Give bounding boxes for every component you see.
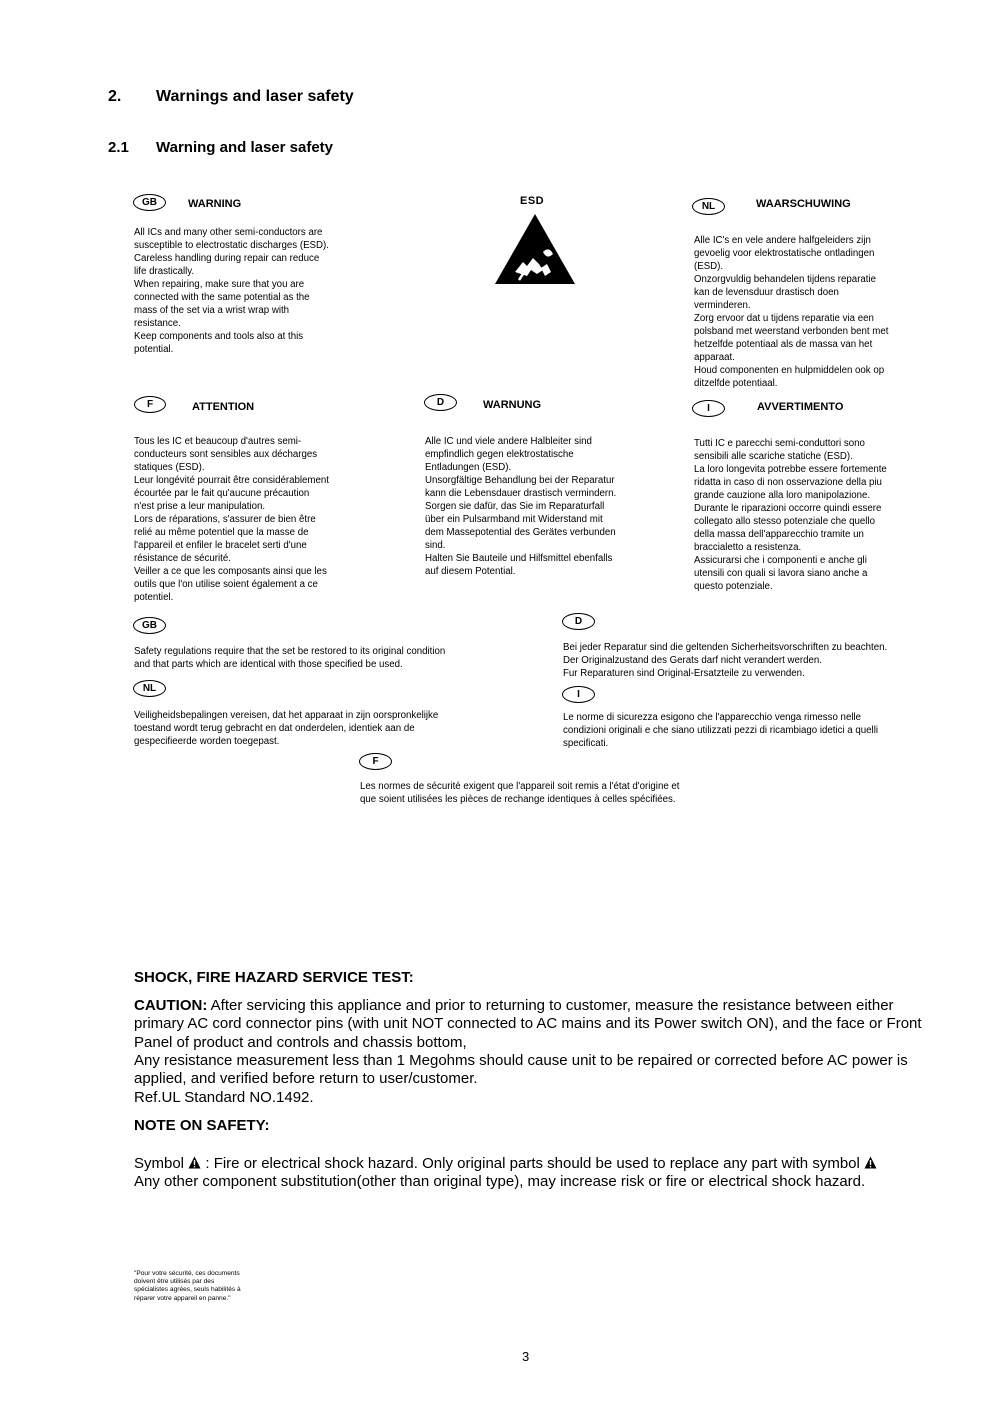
shock-resistance-text: Any resistance measurement less than 1 Megohms should cause unit to be repaired or corrected before AC power is applied, and verified before return to user/customer. [134, 1052, 908, 1088]
warning-text-gb: All ICs and many other semi-conductors are susceptible to electrostatic discharges (ESD). Careless handling during repair can reduce life drastically. When repairing, make sure that you are connected with the same potential as the mass of the set via a wrist wrap with resistance. Keep components and tools also at this potential. [134, 227, 329, 355]
warning-text-nl: Alle IC's en vele andere halfgeleiders zijn gevoelig voor elektrostatische ontladingen (ESD). Onzorgvuldig behandelen tijdens reparatie kan de levensduur drastisch doen verminderen. Zorg ervoor dat u tijdens reparatie via een polsband met weerstand verbonden bent met hetzelfde potentiaal als de massa van het apparaat. Houd componenten en hulpmiddelen ook op ditzelfde potentiaal. [694, 235, 889, 389]
safety-text-i: Le norme di sicurezza esigono che l'apparecchio venga rimesso nelle condizioni originali e che siano utilizzati pezzi di ricambiago idetici a quelli specificati. [563, 712, 879, 749]
note-substitution-text: Any other component substitution(other than original type), may increase risk or fire or electrical shock hazard. [134, 1173, 866, 1190]
safety-text-nl: Veiligheidsbepalingen vereisen, dat het apparaat in zijn oorspronkelijke toestand wordt terug gebracht en dat onderdelen, identiek aan de gespecifieerde worden toegepast. [134, 710, 439, 747]
caution-text: After servicing this appliance and prior to returning to customer, measure the resistance between either primary AC cord connector pins (with unit NOT connected to AC mains and its Power switch ON), and the face or Front Panel of product and controls and chassis bottom, [134, 997, 922, 1051]
note-symbol-line [134, 1155, 964, 1173]
section-title: Warnings and laser safety [156, 88, 354, 105]
warning-text-f: Tous les IC et beaucoup d'autres semi- conducteurs sont sensibles aux décharges statiques (ESD). Leur longévité pourrait être considérablement écourtée par le fait qu'aucune précaution n'est prise a leur manipulation. Lors de réparations, s'assurer de bien être relié au même potentiel que la masse de l'appareil et enfiler le bracelet serti d'une résistance de sécurité. Veiller a ce que les composants ainsi que les outils que l'on utilise soient également a ce potentiel. [134, 436, 329, 603]
shock-caution [134, 997, 934, 1052]
subsection-number: 2.1 [108, 139, 129, 156]
lang-badge-f: F [134, 396, 166, 413]
hazard-warning-icon [188, 1156, 201, 1169]
lang-badge-d: D [424, 394, 457, 411]
warning-title-d: WARNUNG [483, 399, 542, 411]
esd-warning-icon [493, 212, 577, 286]
safety-badge-i: I [562, 686, 595, 703]
safety-badge-gb: GB [133, 617, 166, 634]
warning-title-f: ATTENTION [192, 401, 255, 413]
shock-title: SHOCK, FIRE HAZARD SERVICE TEST: [134, 969, 414, 986]
note-title: NOTE ON SAFETY: [134, 1117, 270, 1134]
esd-label: ESD [520, 195, 545, 207]
shock-reference: Ref.UL Standard NO.1492. [134, 1089, 314, 1106]
safety-badge-d: D [562, 613, 595, 630]
note-symbol-prefix: Symbol [134, 1155, 189, 1172]
warning-title-gb: WARNING [188, 198, 242, 210]
safety-badge-nl: NL [133, 680, 166, 697]
safety-text-d: Bei jeder Reparatur sind die geltenden Sicherheitsvorschriften zu beachten. Der Originalzustand des Gerats darf nicht verandert werden. Fur Reparaturen sind Original-Ersatzteile zu verwenden. [563, 642, 888, 679]
page-number: 3 [522, 1349, 530, 1364]
warning-text-i: Tutti IC e parecchi semi-conduttori sono sensibili alle scariche statiche (ESD). La loro longevita potrebbe essere fortemente ridatta in caso di non osservazione della piu grande cauzione alla loro manipolazione. Durante le riparazioni occorre quindi essere collegato allo stesso potenziale che quello della massa dell'apparecchio tramite un braccialetto a resistenza. Assicurarsi che i componenti e anche gli utensili con quali si lavora siano anche a questo potenziale. [694, 438, 887, 592]
subsection-title: Warning and laser safety [156, 139, 333, 156]
safety-badge-f: F [359, 753, 392, 770]
footnote: "Pour votre sécurité, ces documents doivent être utilisés par des spécialistes agrées, seuls habilités à réparer votre appareil en panne." [134, 1270, 241, 1302]
lang-badge-i: I [692, 400, 725, 417]
hazard-warning-icon [864, 1156, 877, 1169]
note-symbol-text: : Fire or electrical shock hazard. Only original parts should be used to replace any part with symbol [201, 1155, 864, 1172]
safety-text-f: Les normes de sécurité exigent que l'appareil soit remis a l'état d'origine et que soient utilisées les pièces de rechange identiques à celles spécifiées. [360, 781, 680, 805]
section-number: 2. [108, 88, 122, 105]
lang-badge-gb: GB [133, 194, 166, 211]
caution-label: CAUTION: [134, 997, 208, 1014]
safety-text-gb: Safety regulations require that the set be restored to its original condition and that parts which are identical with those specified be used. [134, 646, 446, 670]
warning-text-d: Alle IC und viele andere Halbleiter sind empfindlich gegen elektrostatische Entladungen (ESD). Unsorgfältige Behandlung bei der Reparatur kann die Lebensdauer drastisch vermindern. Sorgen sie dafür, das Sie im Reparaturfall über ein Pulsarmband mit Widerstand mit dem Massepotential des Gerätes verbunden sind. Halten Sie Bauteile und Hilfsmittel ebenfalls auf diesem Potential. [425, 436, 617, 577]
lang-badge-nl: NL [692, 198, 725, 215]
warning-title-i: AVVERTIMENTO [757, 401, 844, 413]
warning-title-nl: WAARSCHUWING [756, 198, 851, 210]
